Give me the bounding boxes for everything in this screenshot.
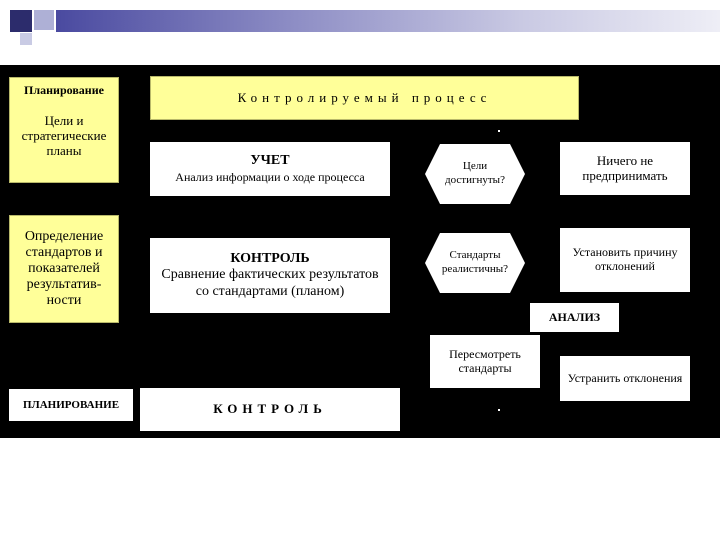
process-header-label: Контролируемый процесс bbox=[237, 89, 492, 105]
planning-goals-box bbox=[9, 77, 119, 183]
control-box bbox=[150, 238, 390, 313]
standards-box bbox=[9, 215, 119, 323]
header-gradient-bar bbox=[56, 10, 720, 32]
planning-title: Планирование bbox=[24, 83, 104, 97]
control-title: КОНТРОЛЬ bbox=[230, 251, 310, 267]
eliminate-deviations-box bbox=[560, 356, 690, 401]
analysis-box bbox=[530, 303, 619, 332]
accounting-box bbox=[150, 142, 390, 196]
bottom-planning-box bbox=[9, 389, 133, 421]
no-action-text: Ничего не предпринимать bbox=[582, 152, 668, 183]
goals-text: Цели и стратегические планы bbox=[21, 112, 107, 158]
connector-dot bbox=[498, 409, 500, 411]
accounting-sub: Анализ информации о ходе процесса bbox=[175, 170, 365, 185]
decorative-square-light bbox=[34, 10, 54, 30]
goals-decision-label: Цели достигнуты? bbox=[445, 160, 505, 186]
bottom-control-box bbox=[140, 388, 400, 431]
find-cause-text: Установить причину отклонений bbox=[572, 245, 678, 273]
control-sub: Сравнение фактических результатов со стандартами (планом) bbox=[161, 267, 379, 299]
bottom-control-label: КОНТРОЛЬ bbox=[213, 401, 327, 417]
standards-decision-label: Стандарты реалистичны? bbox=[441, 249, 509, 275]
no-action-box bbox=[560, 142, 690, 195]
find-cause-box bbox=[560, 228, 690, 292]
bottom-planning-label: ПЛАНИРОВАНИЕ bbox=[22, 398, 120, 411]
revise-standards-box bbox=[430, 335, 540, 388]
decorative-square-small bbox=[20, 33, 32, 45]
revise-standards-text: Пересмотреть стандарты bbox=[449, 346, 521, 375]
process-header-box bbox=[150, 76, 579, 120]
eliminate-deviations-text: Устранить отклонения bbox=[567, 370, 683, 385]
analysis-label: АНАЛИЗ bbox=[548, 309, 601, 324]
control-process-diagram bbox=[0, 65, 720, 438]
connector-dot bbox=[498, 130, 500, 132]
standards-text: Определение стандартов и показателей результатив-ности bbox=[24, 228, 104, 309]
decorative-square-dark bbox=[10, 10, 32, 32]
accounting-title: УЧЕТ bbox=[250, 153, 290, 169]
